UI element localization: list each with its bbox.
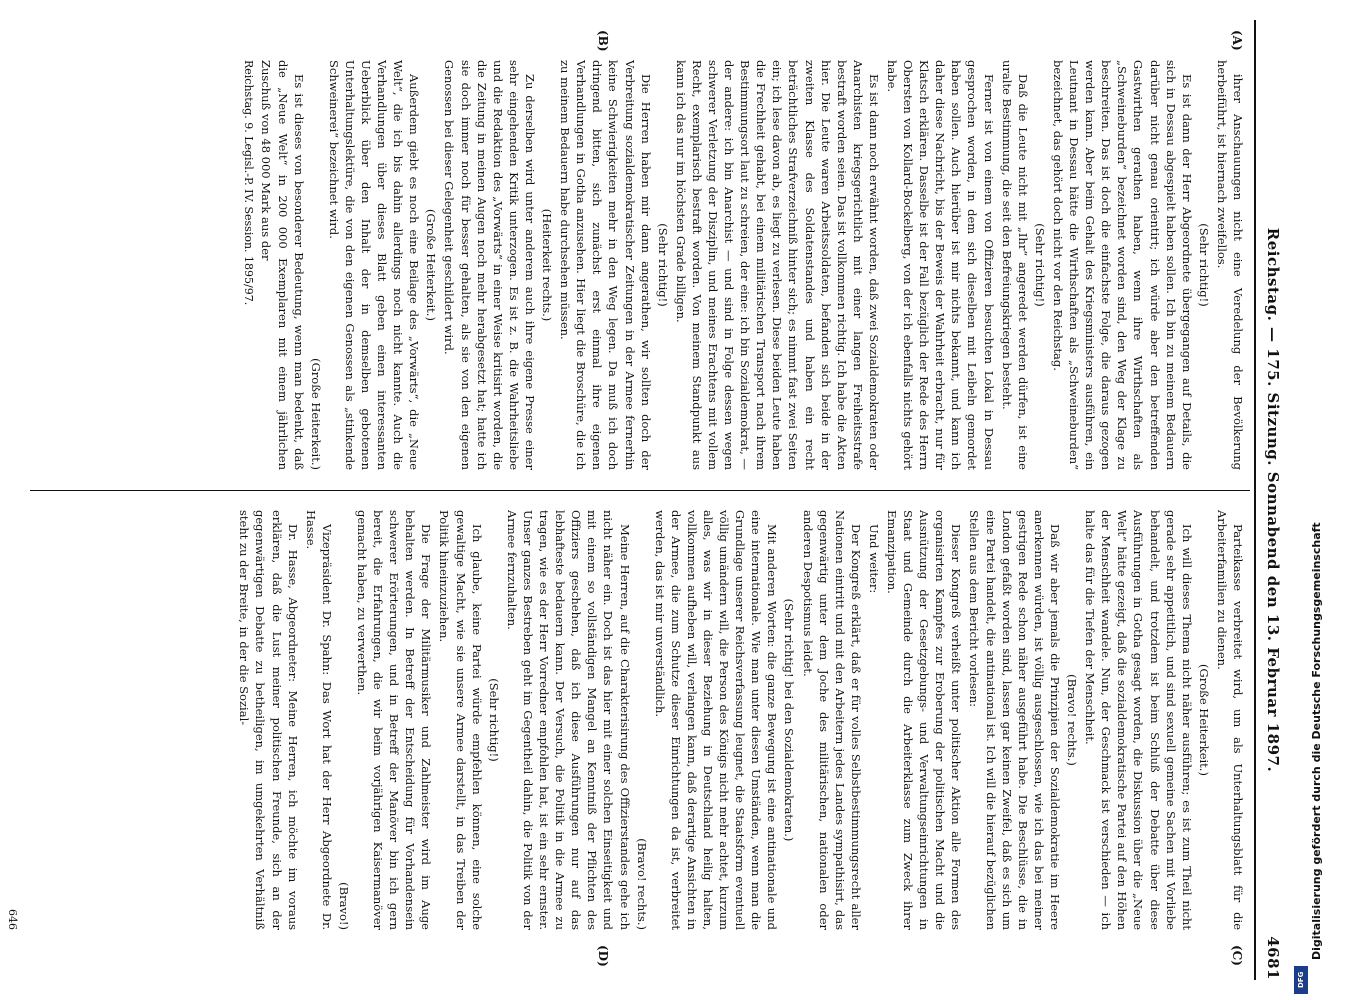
paragraph: Es ist dieses von besonderer Bedeutung, wenn man bedenkt, daß die „Neue Welt“ in 200 000 Exemplaren mit einem jährlichen Zuschuß von 48 000 Mark aus der [259,60,306,470]
paragraph: Dieser Kongreß verheißt unter politischer Aktion alle Formen des organisirten Kampfes zur Eroberung der politischen Macht und die Ausnützung der Gesetzgebungs- und Verwaltungseinrichtungen in Staat und Gemeinde durch die Arbeiterklasse zum Zweck ihrer Emanzipation. [885,510,964,930]
interjection: (Sehr richtig!) [1196,223,1211,307]
left-column [30,60,1246,470]
paragraph: Daß wir aber jemals die Prinzipien der Sozialdemokratie im Heere anerkennen würden, ist völlig ausgeschlossen, wie ich das bei meiner gestrigen Rede schon näher ausgeführt habe. Die Beschlüsse, die in London gefaßt worden sind, lassen gar keinen Zweifel, daß es sich um eine Partei handelt, die antinational ist. Ich will die hierauf bezüglichen Stellen aus dem Bericht vorlesen: [967,510,1062,930]
signature-line: Reichstag. 9. Legisl.-P. IV. Session. 1895/97. [242,60,256,306]
paragraph: ihrer Anschauungen nicht eine Veredelung der Bevölkerung herbeiführt, ist hiernach zweifellos. [1214,60,1245,470]
interjection: (Bravo! rechts.) [1065,674,1080,766]
margin-marker-c: (C) [1230,945,1244,966]
digitization-sidebar [1290,0,1353,1000]
paragraph: Es ist dann der Herr Abgeordnete übergegangen auf Details, die sich in Dessau abgespielt haben sollen. Ich bin zu meinem Bedauern darüber nicht genau orientirt; ich würde aber den betreffenden Gastwirthen gerathen haben, wenn ihre Wirthschaften als „Schweineburden“ bezeichnet worden sind, den Weg der Klage zu beschreiten. Das ist doch die einfachste Folge, die daraus gezogen werden kann. Aber beim Gehalt des Kriegsministers ausführen, ein Leutnant in Dessau hätte die Wirthschaften als „Schweineburden“ bezeichnet, das gehört doch nicht vor den Reichstag. [1050,60,1194,470]
paragraph: Und weiter: [866,524,881,594]
paragraph: Parteikasse verbreitet wird, um als Unterhaltungsblatt für die Arbeiterfamilien zu dienen. [1214,510,1245,930]
paragraph: Außerdem giebt es noch eine Beilage des „Vorwärts“, die „Neue Welt“, die ich bis dahin allerdings noch nicht kannte. Auch die Verhandlungen über dieses Blatt geben einen interessanten Ueberblick über den Inhalt der in demselben gebotenen Unterhaltungslektüre, die von den eigenen Genossen als „stinkende Schweinerei“ bezeichnet wird. [326,60,422,470]
interjection: (Große Heiterkeit.) [1196,664,1211,776]
digitization-note: Digitalisierung gefördert durch die Deutsche Forschungsgemeinschaft [1310,522,1323,960]
paragraph: Ich will dieses Thema nicht näher ausführen; es ist zum Theil nicht gerade sehr appetitlich, und sind sexuell gemeine Sachen mit Vorliebe behandelt, und trotzdem ist beim Schluß der Debatte über diese Ausführungen in Gotha gesagt worden, die Diskussion über die „Neue Welt“ hätte gezeigt, daß die sozialdemokratische Partei auf den Höhen der Menschheit wandele. Nun, der Geschmack ist verschieden — ich halte das für die Tiefen der Menschheit. [1083,510,1194,930]
paragraph: Die Frage der Militärmusiker und Zahlmeister wird im Auge behalten werden. In Betreff der Entscheidung für Vorhandensein schwerer Erörterungen, und in Betreff der Manöver bin ich gern bereit, die Erfahrungen, die wir beim vorjährigen Kaisermanöver gemacht haben, zu verwerthen. [355,510,434,930]
right-column [30,510,1246,930]
interjection: (Sehr richtig!) [1032,223,1047,307]
paragraph: Daß die Leute nicht mit „Ihr“ angeredet werden dürfen, ist eine uralte Bestimmung, die seit den Befreiungskriegen besteht. [999,60,1030,470]
interjection: (Bravo!) [336,882,351,930]
interjection: (Große Heiterkeit.) [424,209,439,321]
paragraph: Zu derselben wird unter anderem auch ihre eigene Presse einer sehr eingehenden Kritik unterzogen. Es ist z. B. die Wahrheitsliebe und die Redaktion des „Vorwärts“ in einer Weise kritisirt worden, die die Zeitung in meinen Augen noch mehr herabgesetzt hat; hatte ich sie doch immer noch für besser gehalten, als sie von den eigenen Genossen bei dieser Gelegenheit geschildert wird. [442,60,537,470]
page-number: 4681 [1264,936,1282,980]
paragraph: Die Herren haben mir dann angerathen, wir sollten doch der Verbreitung sozialdemokratischer Zeitungen in der Armee fernerhin keine Schwierigkeiten mehr in den Weg legen. Da muß ich doch dringend bitten, sich zunächst erst einmal ihre eigenen Verhandlungen in Gotha anzusehen. Hier liegt die Broschüre, die ich zu meinem Bedauern habe durchsehen müssen. [558,60,653,470]
sheet-number: 646 [6,909,19,930]
margin-marker-b: (B) [596,30,610,52]
paragraph: Mit anderen Worten: die ganze Bewegung ist eine antinationale und eine internationale. Wie man unter diesen Umständen, wenn man die Grundlage unserer Reichsverfassung leugnet, die Staatsform eventuell völlig umändern will, die Person des Königs nicht mehr achtet, kurzum alles, was wir in dieser Beziehung in Deutschland heilig halten, vollkommen aufheben will, verlangen kann, daß derartige Ansichten in der Armee, die zum Schutze dieser Einrichtungen da ist, verbreitet werden, das ist mir unverständlich. [652,510,780,930]
interjection: (Sehr richtig! bei den Sozialdemokraten.) [782,598,797,842]
paragraph: Dr. Hasse, Abgeordneter: Meine Herren, ich möchte im voraus erklären, daß die Lust meiner politischen Freunde, sich an der gegenwärtigen Debatte zu betheiligen, im umgekehrten Verhältniß steht zu der Breite, in der die Sozial- [237,510,300,930]
interjection: (Sehr richtig!) [486,678,501,762]
paragraph: Es ist dann noch erwähnt worden, daß zwei Sozialdemokraten oder Anarchisten kriegsgerichtlich mit einer langen Freiheitsstrafe bestraft worden seien. Das ist vollkommen richtig. Ich habe die Akten hier. Die Leute waren Arbeitssoldaten, befanden sich beide in der zweiten Klasse des Soldatenstandes und haben ein recht beträchtliches Strafverzeichniß hinter sich; es nimmt fast zwei Seiten ein; ich lese davon ab, es liegt zu verlesen. Diese beiden Leute haben die Frechheit gehabt, bei einem militärischen Transport nach ihrem Bestimmungsort laut zu schreien, der eine: ich bin Sozialdemokrat, — der andere: ich bin Anarchist — und sind in Folge dessen wegen schwerer Verletzung der Disziplin, und meines Erachtens mit vollem Recht, exemplarisch bestraft worden. Von meinem Standpunkt aus kann ich das nur im höchsten Grade billigen. [673,60,881,470]
paragraph: Ferner ist von einem von Offizieren besuchten Lokal in Dessau gesprochen worden, in dem sich dieselben mit Leibeln gemordet haben sollen. Auch hierüber ist mir nichts bekannt, und kann ich daher diese Nachricht, bis der Beweis der Wahrheit erbracht, nur für Klatsch erklären. Dasselbe ist der Fall bezüglich der Rede des Herrn Obersten von Kollard-Bockelberg, von der ich ebenfalls nichts gehört habe. [885,60,996,470]
paragraph: Meine Herren, auf die Charakterisirung des Offizierstandes gehe ich nicht näher ein. Doch ist das hier mit einer solchen Einseitigkeit und mit einem so vollständigen Mangel an Kenntniß der Pflichten des Offiziers geschehen, daß ich diese Ausführungen nur auf das lebhafteste bedauern kann. Der Versuch, die Politik in die Armee zu tragen, wie es der Herr Vorredner empfohlen hat, ist ein sehr ernster. Unser ganzes Bestreben geht im Gegentheil dahin, die Politik von der Armee fernzuhalten. [504,510,632,930]
margin-marker-a: (A) [1230,30,1244,51]
page-header [1258,20,1282,980]
interjection: (Sehr richtig!) [655,223,670,307]
interjection: (Bravo! rechts.) [634,838,649,930]
dfg-logo-icon: DFG [1294,966,1308,994]
page-title: Reichstag. — 175. Sitzung. Sonnabend den 13. Februar 1897. [1264,227,1282,773]
header-rule [1254,20,1256,980]
paragraph: Ich glaube, keine Partei würde empfehlen können, eine solche gewaltige Macht, wie sie unsere Armee darstellt, in das Treiben der Politik hineinzuziehen. [437,510,484,930]
paragraph: Der Kongreß erklärt, daß er für volles Selbstbestimmungsrecht aller Nationen eintritt und mit den Arbeitern jedes Landes sympathisirt, das gegenwärtig unter dem Joche des militärischen, nationalen oder anderen Despotismus leidet. [800,510,863,930]
paragraph: Vizepräsident Dr. Spahn: Das Wort hat der Herr Abgeordnete Dr. Hasse. [303,510,334,930]
margin-marker-d: (D) [596,945,610,967]
interjection: (Große Heiterkeit.) [308,358,323,470]
interjection: (Heiterkeit rechts.) [540,208,555,322]
column-divider [30,490,1250,491]
